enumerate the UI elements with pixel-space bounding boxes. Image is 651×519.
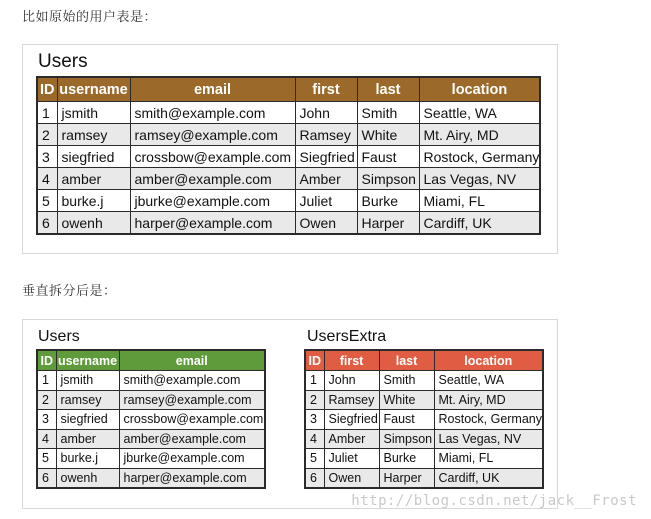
table-cell-first: Siegfried (295, 146, 357, 168)
table-row (37, 410, 265, 430)
table-cell-id: 4 (37, 168, 57, 190)
column-header-id: ID (37, 77, 57, 102)
table-cell-username: amber (57, 168, 130, 190)
table-row (305, 429, 543, 449)
table-cell-location: Las Vegas, NV (434, 429, 543, 449)
table-row (37, 102, 540, 124)
table-cell-first: Juliet (324, 449, 379, 469)
table-cell-first: Juliet (295, 190, 357, 212)
column-header-first: first (295, 77, 357, 102)
users-table-title: Users (38, 328, 80, 345)
table-cell-last: Simpson (357, 168, 419, 190)
table-cell-first: Amber (324, 429, 379, 449)
table-row (37, 190, 540, 212)
table-cell-id: 3 (305, 410, 324, 430)
table-cell-email: harper@example.com (130, 212, 295, 235)
table-cell-last: Burke (379, 449, 434, 469)
table-cell-username: ramsey (57, 124, 130, 146)
table-cell-last: White (379, 390, 434, 410)
column-header-last: last (379, 350, 434, 371)
table-cell-first: John (324, 371, 379, 391)
table-cell-location: Seattle, WA (419, 102, 540, 124)
column-header-location: location (434, 350, 543, 371)
table-cell-id: 1 (37, 371, 56, 391)
table-cell-id: 1 (37, 102, 57, 124)
original-users-table (36, 76, 541, 235)
table-cell-first: Owen (324, 468, 379, 488)
table-cell-location: Miami, FL (434, 449, 543, 469)
table-cell-first: Ramsey (324, 390, 379, 410)
table-cell-username: siegfried (57, 146, 130, 168)
table-cell-username: jsmith (57, 102, 130, 124)
column-header-username: username (57, 77, 130, 102)
table-cell-id: 2 (37, 124, 57, 146)
table-cell-last: Faust (379, 410, 434, 430)
table-cell-username: siegfried (56, 410, 119, 430)
table-cell-username: owenh (57, 212, 130, 235)
table-row (305, 410, 543, 430)
table-cell-last: Simpson (379, 429, 434, 449)
table-row (37, 468, 265, 488)
table-cell-email: harper@example.com (119, 468, 265, 488)
table-cell-username: ramsey (56, 390, 119, 410)
table-row (37, 124, 540, 146)
table-cell-location: Miami, FL (419, 190, 540, 212)
table-cell-email: crossbow@example.com (119, 410, 265, 430)
table-cell-email: smith@example.com (130, 102, 295, 124)
column-header-location: location (419, 77, 540, 102)
table-cell-last: Harper (379, 468, 434, 488)
table-cell-id: 3 (37, 146, 57, 168)
table-cell-id: 2 (37, 390, 56, 410)
table-cell-username: burke.j (57, 190, 130, 212)
column-header-email: email (119, 350, 265, 371)
table-cell-id: 1 (305, 371, 324, 391)
table-cell-location: Las Vegas, NV (419, 168, 540, 190)
table-row (37, 429, 265, 449)
column-header-id: ID (37, 350, 56, 371)
column-header-last: last (357, 77, 419, 102)
column-header-email: email (130, 77, 295, 102)
table-cell-id: 4 (37, 429, 56, 449)
table-row (305, 468, 543, 488)
table-cell-location: Cardiff, UK (419, 212, 540, 235)
table-cell-email: ramsey@example.com (119, 390, 265, 410)
column-header-first: first (324, 350, 379, 371)
table-cell-location: Mt. Airy, MD (434, 390, 543, 410)
table-cell-id: 6 (37, 468, 56, 488)
table-cell-id: 6 (305, 468, 324, 488)
users-extra-table-title: UsersExtra (307, 328, 387, 345)
table-cell-id: 4 (305, 429, 324, 449)
watermark-text: http://blog.csdn.net/jack__Frost (351, 493, 637, 509)
table-cell-email: ramsey@example.com (130, 124, 295, 146)
table-cell-id: 6 (37, 212, 57, 235)
table-cell-location: Mt. Airy, MD (419, 124, 540, 146)
table-row (37, 146, 540, 168)
table-cell-username: amber (56, 429, 119, 449)
split-users-extra-table (304, 349, 544, 489)
table-cell-location: Rostock, Germany (419, 146, 540, 168)
table-cell-first: John (295, 102, 357, 124)
original-table-title: Users (38, 51, 88, 72)
table-cell-username: owenh (56, 468, 119, 488)
table-cell-id: 2 (305, 390, 324, 410)
table-cell-email: smith@example.com (119, 371, 265, 391)
table-row (37, 212, 540, 235)
table-cell-last: Burke (357, 190, 419, 212)
table-cell-id: 3 (37, 410, 56, 430)
table-cell-email: crossbow@example.com (130, 146, 295, 168)
table-cell-last: Harper (357, 212, 419, 235)
table-cell-id: 5 (305, 449, 324, 469)
table-cell-last: Smith (379, 371, 434, 391)
split-users-table (36, 349, 266, 489)
table-cell-location: Seattle, WA (434, 371, 543, 391)
table-row (305, 449, 543, 469)
table-cell-last: Smith (357, 102, 419, 124)
table-cell-location: Rostock, Germany (434, 410, 543, 430)
table-cell-email: amber@example.com (119, 429, 265, 449)
table-cell-id: 5 (37, 190, 57, 212)
table-cell-first: Siegfried (324, 410, 379, 430)
table-cell-first: Ramsey (295, 124, 357, 146)
table-row (37, 168, 540, 190)
table-cell-username: jsmith (56, 371, 119, 391)
table-cell-last: Faust (357, 146, 419, 168)
table-cell-email: amber@example.com (130, 168, 295, 190)
intro-text: 比如原始的用户表是： (22, 10, 158, 25)
table-row (37, 371, 265, 391)
table-cell-id: 5 (37, 449, 56, 469)
table-row (37, 390, 265, 410)
table-cell-email: jburke@example.com (119, 449, 265, 469)
column-header-username: username (56, 350, 119, 371)
after-split-text: 垂直拆分后是： (22, 284, 117, 299)
table-cell-first: Owen (295, 212, 357, 235)
column-header-id: ID (305, 350, 324, 371)
table-row (37, 449, 265, 469)
table-cell-email: jburke@example.com (130, 190, 295, 212)
table-row (305, 390, 543, 410)
table-cell-first: Amber (295, 168, 357, 190)
table-cell-location: Cardiff, UK (434, 468, 543, 488)
table-cell-last: White (357, 124, 419, 146)
table-cell-username: burke.j (56, 449, 119, 469)
table-row (305, 371, 543, 391)
